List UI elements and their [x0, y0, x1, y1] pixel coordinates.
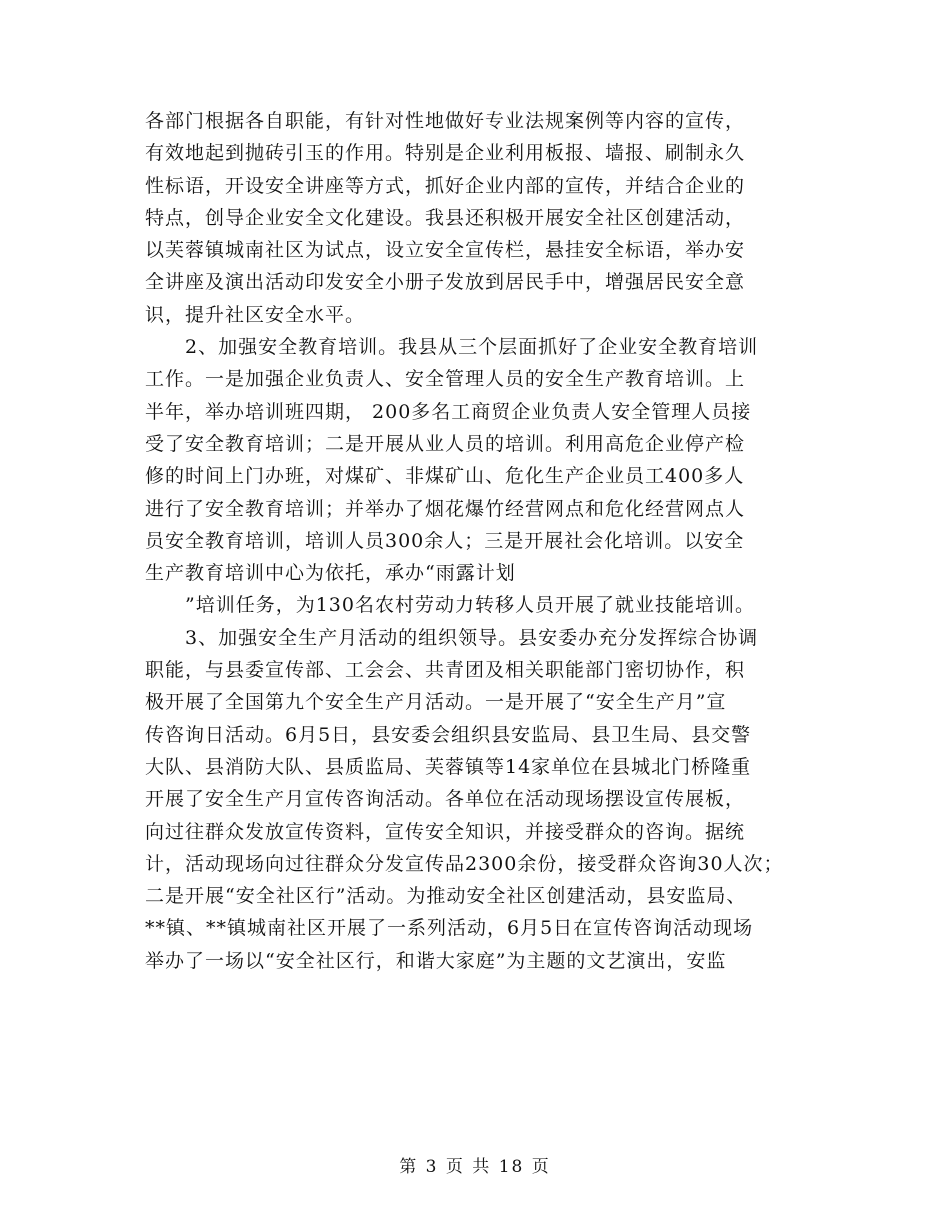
- text-line: 大队、县消防大队、县质监局、芙蓉镇等14家单位在县城北门桥隆重: [145, 755, 752, 778]
- text-line: 职能，与县委宣传部、工会会、共青团及相关职能部门密切协作，积: [145, 659, 746, 682]
- text-line: 举办了一场以“安全社区行，和谐大家庭”为主题的文艺演出，安监: [145, 949, 727, 972]
- text-line: 计，活动现场向过往群众分发宣传品2300余份，接受群众咨询30人次；: [145, 852, 784, 875]
- text-line: 各部门根据各自职能，有针对性地做好专业法规案例等内容的宣传，: [145, 110, 746, 132]
- text-line: 生产教育培训中心为依托，承办“雨露计划: [145, 562, 516, 585]
- text-line: 员安全教育培训，培训人员300余人；三是开展社会化培训。以安全: [145, 529, 745, 552]
- text-line: 开展了安全生产月宣传咨询活动。各单位在活动现场摆设宣传展板，: [145, 788, 746, 811]
- text-line: 3、加强安全生产月活动的组织领导。县安委办充分发挥综合协调: [145, 626, 759, 649]
- text-line: ”培训任务，为130名农村劳动力转移人员开展了就业技能培训。: [145, 594, 755, 617]
- text-line: 识，提升社区安全水平。: [145, 303, 366, 326]
- body-text: [145, 105, 805, 977]
- text-line: 传咨询日活动。6月5日，县安委会组织县安监局、县卫生局、县交警: [145, 723, 752, 746]
- text-line: 有效地起到抛砖引玉的作用。特别是企业利用板报、墙报、刷制永久: [145, 142, 746, 165]
- text-line: **镇、**镇城南社区开展了一系列活动，6月5日在宣传咨询活动现场: [145, 917, 754, 940]
- text-line: 特点，创导企业安全文化建设。我县还积极开展安全社区创建活动，: [145, 206, 746, 229]
- text-line: 以芙蓉镇城南社区为试点，设立安全宣传栏，悬挂安全标语，举办安: [145, 239, 746, 262]
- text-line: 受了安全教育培训；二是开展从业人员的培训。利用高危企业停产检: [145, 432, 746, 455]
- text-line: 全讲座及演出活动印发安全小册子发放到居民手中，增强居民安全意: [145, 271, 746, 294]
- text-line: 性标语，开设安全讲座等方式，抓好企业内部的宣传，并结合企业的: [145, 174, 746, 197]
- text-line: 极开展了全国第九个安全生产月活动。一是开展了“安全生产月”宣: [145, 691, 727, 714]
- text-line: 向过往群众发放宣传资料，宣传安全知识，并接受群众的咨询。据统: [145, 820, 746, 843]
- text-line: 半年，举办培训班四期， 200多名工商贸企业负责人安全管理人员接: [145, 400, 752, 423]
- page-number-footer: 第 3 页 共 18 页: [399, 1157, 551, 1177]
- text-line: 2、加强安全教育培训。我县从三个层面抓好了企业安全教育培训: [145, 336, 759, 359]
- text-line: 修的时间上门办班，对煤矿、非煤矿山、危化生产企业员工400多人: [145, 465, 745, 488]
- text-line: 工作。一是加强企业负责人、安全管理人员的安全生产教育培训。上: [145, 368, 746, 391]
- text-line: 进行了安全教育培训；并举办了烟花爆竹经营网点和危化经营网点人: [145, 497, 746, 520]
- text-line: 二是开展“安全社区行”活动。为推动安全社区创建活动，县安监局、: [145, 885, 747, 908]
